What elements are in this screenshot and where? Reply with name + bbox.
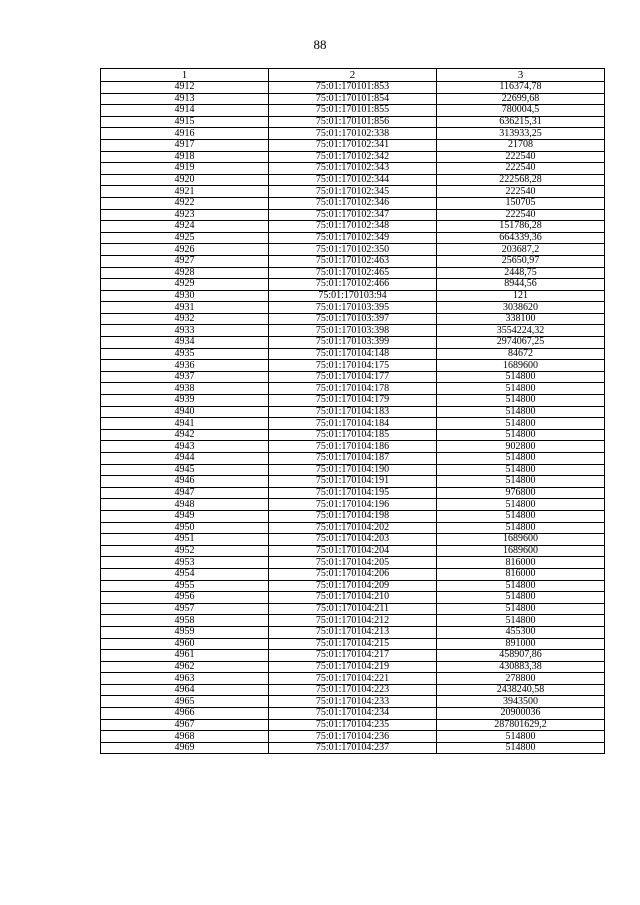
table-row (101, 174, 605, 186)
cadastral-number-cell: 75:01:170104:211 (269, 603, 437, 615)
table-row (101, 719, 605, 731)
table-row (101, 325, 605, 337)
cadastral-number-cell: 75:01:170102:348 (269, 221, 437, 233)
value-cell: 514800 (437, 522, 605, 534)
row-number-cell: 4969 (101, 742, 269, 754)
row-number-cell: 4912 (101, 82, 269, 94)
table-row (101, 568, 605, 580)
table-row (101, 139, 605, 151)
row-number-cell: 4961 (101, 650, 269, 662)
value-cell: 2974067,25 (437, 337, 605, 349)
value-cell: 458907,86 (437, 650, 605, 662)
row-number-cell: 4928 (101, 267, 269, 279)
row-number-cell: 4952 (101, 545, 269, 557)
column-header-3: 3 (437, 69, 605, 82)
row-number-cell: 4925 (101, 232, 269, 244)
table-row (101, 302, 605, 314)
value-cell: 1689600 (437, 360, 605, 372)
cadastral-number-cell: 75:01:170102:350 (269, 244, 437, 256)
cadastral-number-cell: 75:01:170104:202 (269, 522, 437, 534)
row-number-cell: 4920 (101, 174, 269, 186)
value-cell: 1689600 (437, 545, 605, 557)
cadastral-number-cell: 75:01:170104:196 (269, 499, 437, 511)
cadastral-number-cell: 75:01:170104:209 (269, 580, 437, 592)
value-cell: 514800 (437, 592, 605, 604)
table-row (101, 487, 605, 499)
value-cell: 902800 (437, 441, 605, 453)
value-cell: 22699,68 (437, 93, 605, 105)
value-cell: 278800 (437, 673, 605, 685)
row-number-cell: 4959 (101, 626, 269, 638)
value-cell: 514800 (437, 499, 605, 511)
cadastral-number-cell: 75:01:170104:203 (269, 534, 437, 546)
row-number-cell: 4946 (101, 476, 269, 488)
table-row (101, 418, 605, 430)
cadastral-number-cell: 75:01:170104:187 (269, 453, 437, 465)
column-header-2: 2 (269, 69, 437, 82)
cadastral-number-cell: 75:01:170104:223 (269, 684, 437, 696)
row-number-cell: 4942 (101, 429, 269, 441)
cadastral-number-cell: 75:01:170104:148 (269, 348, 437, 360)
value-cell: 514800 (437, 580, 605, 592)
cadastral-number-cell: 75:01:170102:342 (269, 151, 437, 163)
table-row (101, 603, 605, 615)
row-number-cell: 4926 (101, 244, 269, 256)
cadastral-number-cell: 75:01:170102:346 (269, 197, 437, 209)
value-cell: 664339,36 (437, 232, 605, 244)
value-cell: 514800 (437, 406, 605, 418)
value-cell: 150705 (437, 197, 605, 209)
row-number-cell: 4951 (101, 534, 269, 546)
cadastral-number-cell: 75:01:170102:343 (269, 163, 437, 175)
table-row (101, 731, 605, 743)
value-cell: 430883,38 (437, 661, 605, 673)
row-number-cell: 4915 (101, 116, 269, 128)
cadastral-number-cell: 75:01:170104:185 (269, 429, 437, 441)
row-number-cell: 4950 (101, 522, 269, 534)
row-number-cell: 4936 (101, 360, 269, 372)
table-row (101, 476, 605, 488)
cadastral-number-cell: 75:01:170104:198 (269, 510, 437, 522)
row-number-cell: 4932 (101, 313, 269, 325)
table-row (101, 510, 605, 522)
cadastral-number-cell: 75:01:170102:466 (269, 279, 437, 291)
cadastral-number-cell: 75:01:170104:213 (269, 626, 437, 638)
table-row (101, 696, 605, 708)
value-cell: 514800 (437, 603, 605, 615)
cadastral-number-cell: 75:01:170104:212 (269, 615, 437, 627)
cadastral-number-cell: 75:01:170103:395 (269, 302, 437, 314)
cadastral-number-cell: 75:01:170104:178 (269, 383, 437, 395)
row-number-cell: 4922 (101, 197, 269, 209)
table-row (101, 232, 605, 244)
cadastral-number-cell: 75:01:170104:237 (269, 742, 437, 754)
table-row (101, 742, 605, 754)
row-number-cell: 4921 (101, 186, 269, 198)
table-row (101, 371, 605, 383)
value-cell: 3554224,32 (437, 325, 605, 337)
value-cell: 203687,2 (437, 244, 605, 256)
row-number-cell: 4960 (101, 638, 269, 650)
cadastral-number-cell: 75:01:170102:347 (269, 209, 437, 221)
table-row (101, 151, 605, 163)
cadastral-number-cell: 75:01:170102:341 (269, 139, 437, 151)
row-number-cell: 4958 (101, 615, 269, 627)
table-row (101, 186, 605, 198)
value-cell: 514800 (437, 615, 605, 627)
cadastral-number-cell: 75:01:170104:177 (269, 371, 437, 383)
cadastral-number-cell: 75:01:170104:179 (269, 395, 437, 407)
table-row (101, 684, 605, 696)
row-number-cell: 4945 (101, 464, 269, 476)
table-row (101, 348, 605, 360)
table-row (101, 441, 605, 453)
table-row (101, 221, 605, 233)
value-cell: 514800 (437, 464, 605, 476)
table-row (101, 557, 605, 569)
table-header-row (101, 69, 605, 82)
table-row (101, 708, 605, 720)
row-number-cell: 4940 (101, 406, 269, 418)
page-number: 88 (313, 37, 327, 52)
value-cell: 1689600 (437, 534, 605, 546)
row-number-cell: 4918 (101, 151, 269, 163)
cadastral-number-cell: 75:01:170104:236 (269, 731, 437, 743)
table-row (101, 534, 605, 546)
table-row (101, 163, 605, 175)
value-cell: 151786,28 (437, 221, 605, 233)
row-number-cell: 4941 (101, 418, 269, 430)
row-number-cell: 4924 (101, 221, 269, 233)
value-cell: 514800 (437, 429, 605, 441)
value-cell: 3038620 (437, 302, 605, 314)
value-cell: 2448,75 (437, 267, 605, 279)
value-cell: 780004,5 (437, 105, 605, 117)
value-cell: 222540 (437, 151, 605, 163)
value-cell: 121 (437, 290, 605, 302)
cadastral-number-cell: 75:01:170102:465 (269, 267, 437, 279)
table-row (101, 116, 605, 128)
row-number-cell: 4953 (101, 557, 269, 569)
row-number-cell: 4919 (101, 163, 269, 175)
value-cell: 222540 (437, 209, 605, 221)
table-row (101, 638, 605, 650)
value-cell: 514800 (437, 476, 605, 488)
row-number-cell: 4934 (101, 337, 269, 349)
cadastral-number-cell: 75:01:170104:234 (269, 708, 437, 720)
table-row (101, 255, 605, 267)
table-row (101, 244, 605, 256)
cadastral-number-cell: 75:01:170103:94 (269, 290, 437, 302)
table-row (101, 279, 605, 291)
row-number-cell: 4937 (101, 371, 269, 383)
table-row (101, 673, 605, 685)
column-header-1: 1 (101, 69, 269, 82)
table-row (101, 93, 605, 105)
row-number-cell: 4956 (101, 592, 269, 604)
cadastral-number-cell: 75:01:170104:190 (269, 464, 437, 476)
value-cell: 8944,56 (437, 279, 605, 291)
cadastral-number-cell: 75:01:170101:855 (269, 105, 437, 117)
value-cell: 514800 (437, 371, 605, 383)
cadastral-number-cell: 75:01:170102:345 (269, 186, 437, 198)
row-number-cell: 4935 (101, 348, 269, 360)
table-row (101, 650, 605, 662)
row-number-cell: 4947 (101, 487, 269, 499)
row-number-cell: 4939 (101, 395, 269, 407)
row-number-cell: 4930 (101, 290, 269, 302)
table-row (101, 383, 605, 395)
cadastral-number-cell: 75:01:170104:210 (269, 592, 437, 604)
value-cell: 25650,97 (437, 255, 605, 267)
table-row (101, 615, 605, 627)
value-cell: 514800 (437, 742, 605, 754)
table-row (101, 360, 605, 372)
cadastral-number-cell: 75:01:170104:186 (269, 441, 437, 453)
table-row (101, 429, 605, 441)
value-cell: 338100 (437, 313, 605, 325)
row-number-cell: 4963 (101, 673, 269, 685)
row-number-cell: 4916 (101, 128, 269, 140)
cadastral-number-cell: 75:01:170101:854 (269, 93, 437, 105)
cadastral-number-cell: 75:01:170104:235 (269, 719, 437, 731)
table-body (101, 82, 605, 754)
row-number-cell: 4965 (101, 696, 269, 708)
cadastral-number-cell: 75:01:170104:183 (269, 406, 437, 418)
value-cell: 514800 (437, 418, 605, 430)
row-number-cell: 4962 (101, 661, 269, 673)
value-cell: 222568,28 (437, 174, 605, 186)
row-number-cell: 4923 (101, 209, 269, 221)
table-row (101, 290, 605, 302)
row-number-cell: 4929 (101, 279, 269, 291)
table-row (101, 82, 605, 94)
cadastral-number-cell: 75:01:170103:399 (269, 337, 437, 349)
row-number-cell: 4954 (101, 568, 269, 580)
value-cell: 514800 (437, 383, 605, 395)
table-row (101, 395, 605, 407)
value-cell: 313933,25 (437, 128, 605, 140)
row-number-cell: 4957 (101, 603, 269, 615)
table-row (101, 267, 605, 279)
value-cell: 816000 (437, 557, 605, 569)
cadastral-number-cell: 75:01:170104:204 (269, 545, 437, 557)
row-number-cell: 4968 (101, 731, 269, 743)
table-row (101, 453, 605, 465)
value-cell: 514800 (437, 395, 605, 407)
row-number-cell: 4938 (101, 383, 269, 395)
table-row (101, 406, 605, 418)
row-number-cell: 4913 (101, 93, 269, 105)
row-number-cell: 4914 (101, 105, 269, 117)
row-number-cell: 4943 (101, 441, 269, 453)
row-number-cell: 4967 (101, 719, 269, 731)
cadastral-number-cell: 75:01:170104:221 (269, 673, 437, 685)
cadastral-number-cell: 75:01:170104:195 (269, 487, 437, 499)
value-cell: 287801629,2 (437, 719, 605, 731)
table-row (101, 337, 605, 349)
cadastral-number-cell: 75:01:170104:219 (269, 661, 437, 673)
row-number-cell: 4966 (101, 708, 269, 720)
table-row (101, 522, 605, 534)
row-number-cell: 4917 (101, 139, 269, 151)
data-table (100, 68, 605, 754)
table-header (101, 69, 605, 82)
row-number-cell: 4964 (101, 684, 269, 696)
cadastral-number-cell: 75:01:170104:175 (269, 360, 437, 372)
cadastral-number-cell: 75:01:170104:206 (269, 568, 437, 580)
table-row (101, 580, 605, 592)
row-number-cell: 4927 (101, 255, 269, 267)
table-row (101, 313, 605, 325)
value-cell: 891000 (437, 638, 605, 650)
row-number-cell: 4948 (101, 499, 269, 511)
cadastral-number-cell: 75:01:170101:856 (269, 116, 437, 128)
cadastral-number-cell: 75:01:170101:853 (269, 82, 437, 94)
table-row (101, 197, 605, 209)
value-cell: 84672 (437, 348, 605, 360)
row-number-cell: 4933 (101, 325, 269, 337)
value-cell: 116374,78 (437, 82, 605, 94)
value-cell: 455300 (437, 626, 605, 638)
table-row (101, 105, 605, 117)
cadastral-number-cell: 75:01:170103:398 (269, 325, 437, 337)
cadastral-number-cell: 75:01:170104:215 (269, 638, 437, 650)
row-number-cell: 4944 (101, 453, 269, 465)
table-row (101, 499, 605, 511)
value-cell: 514800 (437, 731, 605, 743)
row-number-cell: 4955 (101, 580, 269, 592)
cadastral-number-cell: 75:01:170103:397 (269, 313, 437, 325)
table-row (101, 626, 605, 638)
value-cell: 514800 (437, 453, 605, 465)
table-row (101, 545, 605, 557)
cadastral-number-cell: 75:01:170104:217 (269, 650, 437, 662)
value-cell: 2438240,58 (437, 684, 605, 696)
cadastral-number-cell: 75:01:170102:344 (269, 174, 437, 186)
value-cell: 976800 (437, 487, 605, 499)
cadastral-number-cell: 75:01:170102:338 (269, 128, 437, 140)
value-cell: 20900036 (437, 708, 605, 720)
table-row (101, 661, 605, 673)
table-row (101, 209, 605, 221)
value-cell: 222540 (437, 186, 605, 198)
value-cell: 514800 (437, 510, 605, 522)
row-number-cell: 4931 (101, 302, 269, 314)
row-number-cell: 4949 (101, 510, 269, 522)
value-cell: 222540 (437, 163, 605, 175)
value-cell: 816000 (437, 568, 605, 580)
value-cell: 21708 (437, 139, 605, 151)
cadastral-number-cell: 75:01:170104:184 (269, 418, 437, 430)
table-row (101, 128, 605, 140)
cadastral-number-cell: 75:01:170104:191 (269, 476, 437, 488)
table-row (101, 464, 605, 476)
cadastral-number-cell: 75:01:170104:205 (269, 557, 437, 569)
value-cell: 3943500 (437, 696, 605, 708)
table-row (101, 592, 605, 604)
value-cell: 636215,31 (437, 116, 605, 128)
cadastral-number-cell: 75:01:170102:349 (269, 232, 437, 244)
cadastral-number-cell: 75:01:170102:463 (269, 255, 437, 267)
cadastral-number-cell: 75:01:170104:233 (269, 696, 437, 708)
